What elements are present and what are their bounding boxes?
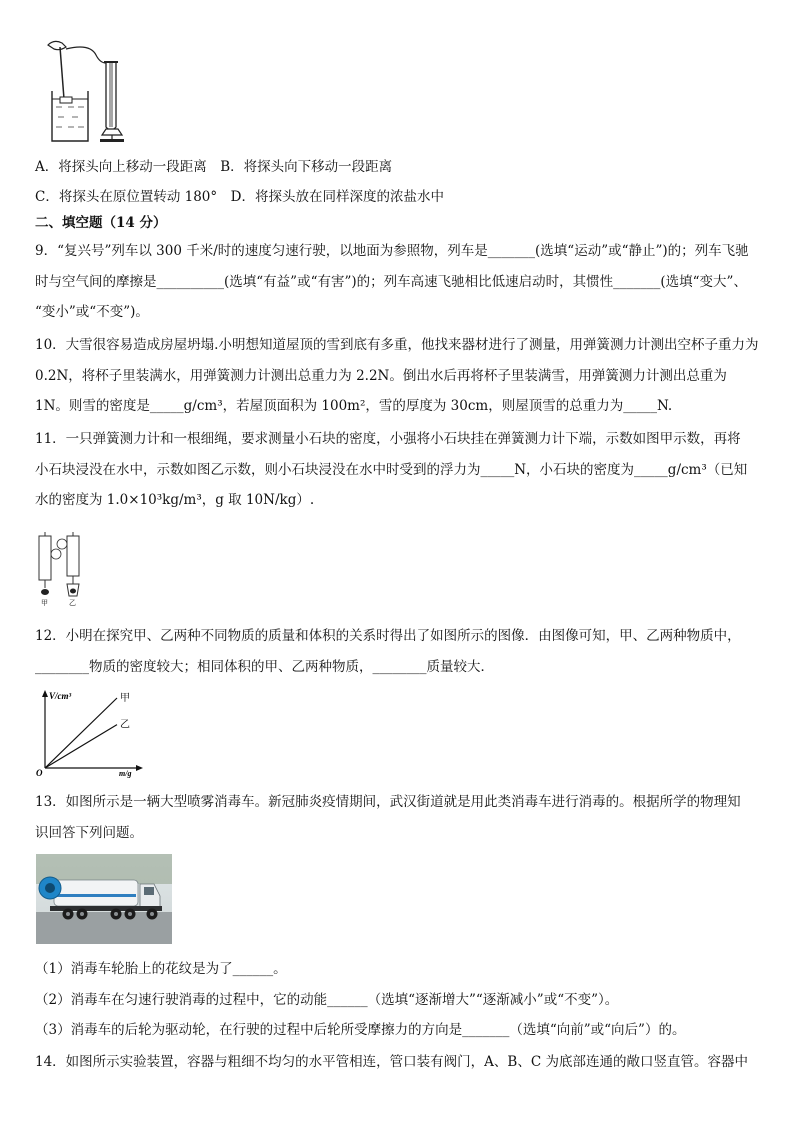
origin-label: O <box>36 768 43 778</box>
q10-line-3: 1N。则雪的密度是_____g/cm³，若屋顶面积为 100m²，雪的厚度为 30cm，则屋顶雪的总重力为_____N. <box>35 398 673 414</box>
q12-line-2: ________物质的密度较大；相同体积的甲、乙两种物质，________质量较大． <box>35 659 494 675</box>
q13-sub-3: （3）消毒车的后轮为驱动轮，在行驶的过程中后轮所受摩擦力的方向是_______（选填“向前”或“向后”）的。 <box>35 1022 686 1038</box>
scale-label-a: 甲 <box>41 599 48 607</box>
y-axis-label: V/cm³ <box>49 691 72 701</box>
q13-sub-2: （2）消毒车在匀速行驶消毒的过程中，它的动能______（选填“逐渐增大”“逐渐减小”或“不变”）。 <box>35 992 619 1008</box>
options-line-2: C．将探头在原位置转动 180° D．将探头放在同样深度的浓盐水中 <box>35 189 444 205</box>
scale-label-b: 乙 <box>69 599 76 607</box>
q9-line-2: 时与空气间的摩擦是__________(选填“有益”或“有害”)的；列车高速飞驰相比低速启动时，其惯性_______(选填“变大”、 <box>35 274 747 290</box>
q14-line-1: 14．如图所示实验装置，容器与粗细不均匀的水平管相连，管口装有阀门，A、B、C 为底部连通的敞口竖直管。容器中 <box>35 1054 748 1070</box>
q11-line-1: 11．一只弹簧测力计和一根细绳，要求测量小石块的密度，小强将小石块挂在弹簧测力计下端，示数如图甲示数，再将 <box>35 431 741 447</box>
section-heading: 二、填空题（14 分） <box>35 215 167 231</box>
q11-line-2: 小石块浸没在水中，示数如图乙示数，则小石块浸没在水中时受到的浮力为_____N，小石块的密度为_____g/cm³（已知 <box>35 462 748 478</box>
x-axis-arrow <box>136 765 143 771</box>
q13-sub-1: （1）消毒车轮胎上的花纹是为了______。 <box>35 961 287 977</box>
series-label-1: 乙 <box>120 719 130 731</box>
q13-line-1: 13．如图所示是一辆大型喷雾消毒车。新冠肺炎疫情期间，武汉街道就是用此类消毒车进行消毒的。根据所学的物理知 <box>35 794 741 810</box>
disinfection-truck-photo <box>36 854 172 944</box>
spring-scale-figure <box>35 530 90 608</box>
q12-line-1: 12．小明在探究甲、乙两种不同物质的质量和体积的关系时得出了如图所示的图像．由图像可知，甲、乙两种物质中， <box>35 628 741 644</box>
v-m-chart <box>35 688 145 778</box>
q9-line-1: 9．“复兴号”列车以 300 千米/时的速度匀速行驶，以地面为参照物，列车是_______(选填“运动”或“静止”)的；列车飞驰 <box>35 243 749 259</box>
pressure-probe-figure <box>40 35 130 145</box>
y-axis-arrow <box>42 690 48 697</box>
q10-line-2: 0.2N，将杯子里装满水，用弹簧测力计测出总重力为 2.2N。倒出水后再将杯子里装满雪，用弹簧测力计测出总重为 <box>35 368 727 384</box>
series-line-0 <box>45 698 117 768</box>
q11-line-3: 水的密度为 1.0×10³kg/m³，g 取 10N/kg）. <box>35 492 315 508</box>
q10-line-1: 10．大雪很容易造成房屋坍塌.小明想知道屋顶的雪到底有多重，他找来器材进行了测量，用弹簧测力计测出空杯子重力为 <box>35 337 759 353</box>
q9-line-3: “变小”或“不变”)。 <box>35 304 149 320</box>
x-axis-label: m/g <box>119 769 132 778</box>
series-line-1 <box>45 725 117 768</box>
series-label-0: 甲 <box>120 693 130 704</box>
options-line-1: A．将探头向上移动一段距离 B．将探头向下移动一段距离 <box>35 159 393 175</box>
q13-line-2: 识回答下列问题。 <box>35 825 143 841</box>
